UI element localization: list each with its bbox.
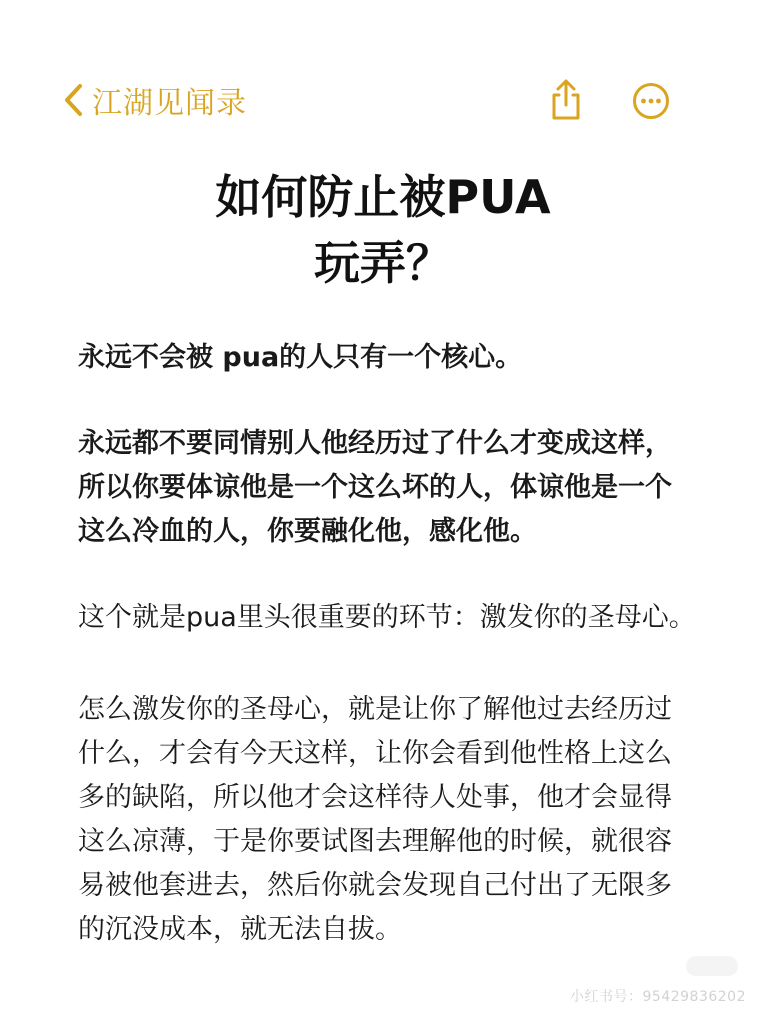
paragraph-3: 这个就是pua里头很重要的环节：激发你的圣母心。: [78, 602, 696, 633]
paragraph-2: 永远都不要同情别人他经历过了什么才变成这样，所以你要体谅他是一个这么坏的人，体谅他是一个这么冷血的人，你要融化他，感化他。: [78, 428, 672, 547]
note-title: [0, 164, 766, 296]
share-icon: [546, 107, 586, 126]
more-circle-icon: [632, 105, 670, 124]
more-button[interactable]: [632, 82, 670, 120]
title-line-1: 如何防止被PUA: [215, 170, 551, 224]
back-button[interactable]: [62, 78, 247, 122]
back-label: 江湖见闻录: [92, 86, 247, 121]
chevron-left-icon: [62, 83, 84, 117]
title-line-2: 玩弄？: [314, 236, 452, 290]
watermark-text: 小红书号：95429836202: [570, 989, 746, 1005]
paragraph-1: 永远不会被 pua的人只有一个核心。: [78, 342, 523, 373]
paragraph-4: 怎么激发你的圣母心，就是让你了解他过去经历过什么，才会有今天这样，让你会看到他性格上这么多的缺陷，所以他才会这样待人处事，他才会显得这么凉薄，于是你要试图去理解他的时候，就很容易被他套进去，然后你就会发现自己付出了无限多的沉没成本，就无法自拔。: [78, 694, 672, 945]
share-button[interactable]: [546, 78, 586, 122]
watermark-logo: [686, 956, 738, 976]
note-body: [78, 336, 698, 952]
